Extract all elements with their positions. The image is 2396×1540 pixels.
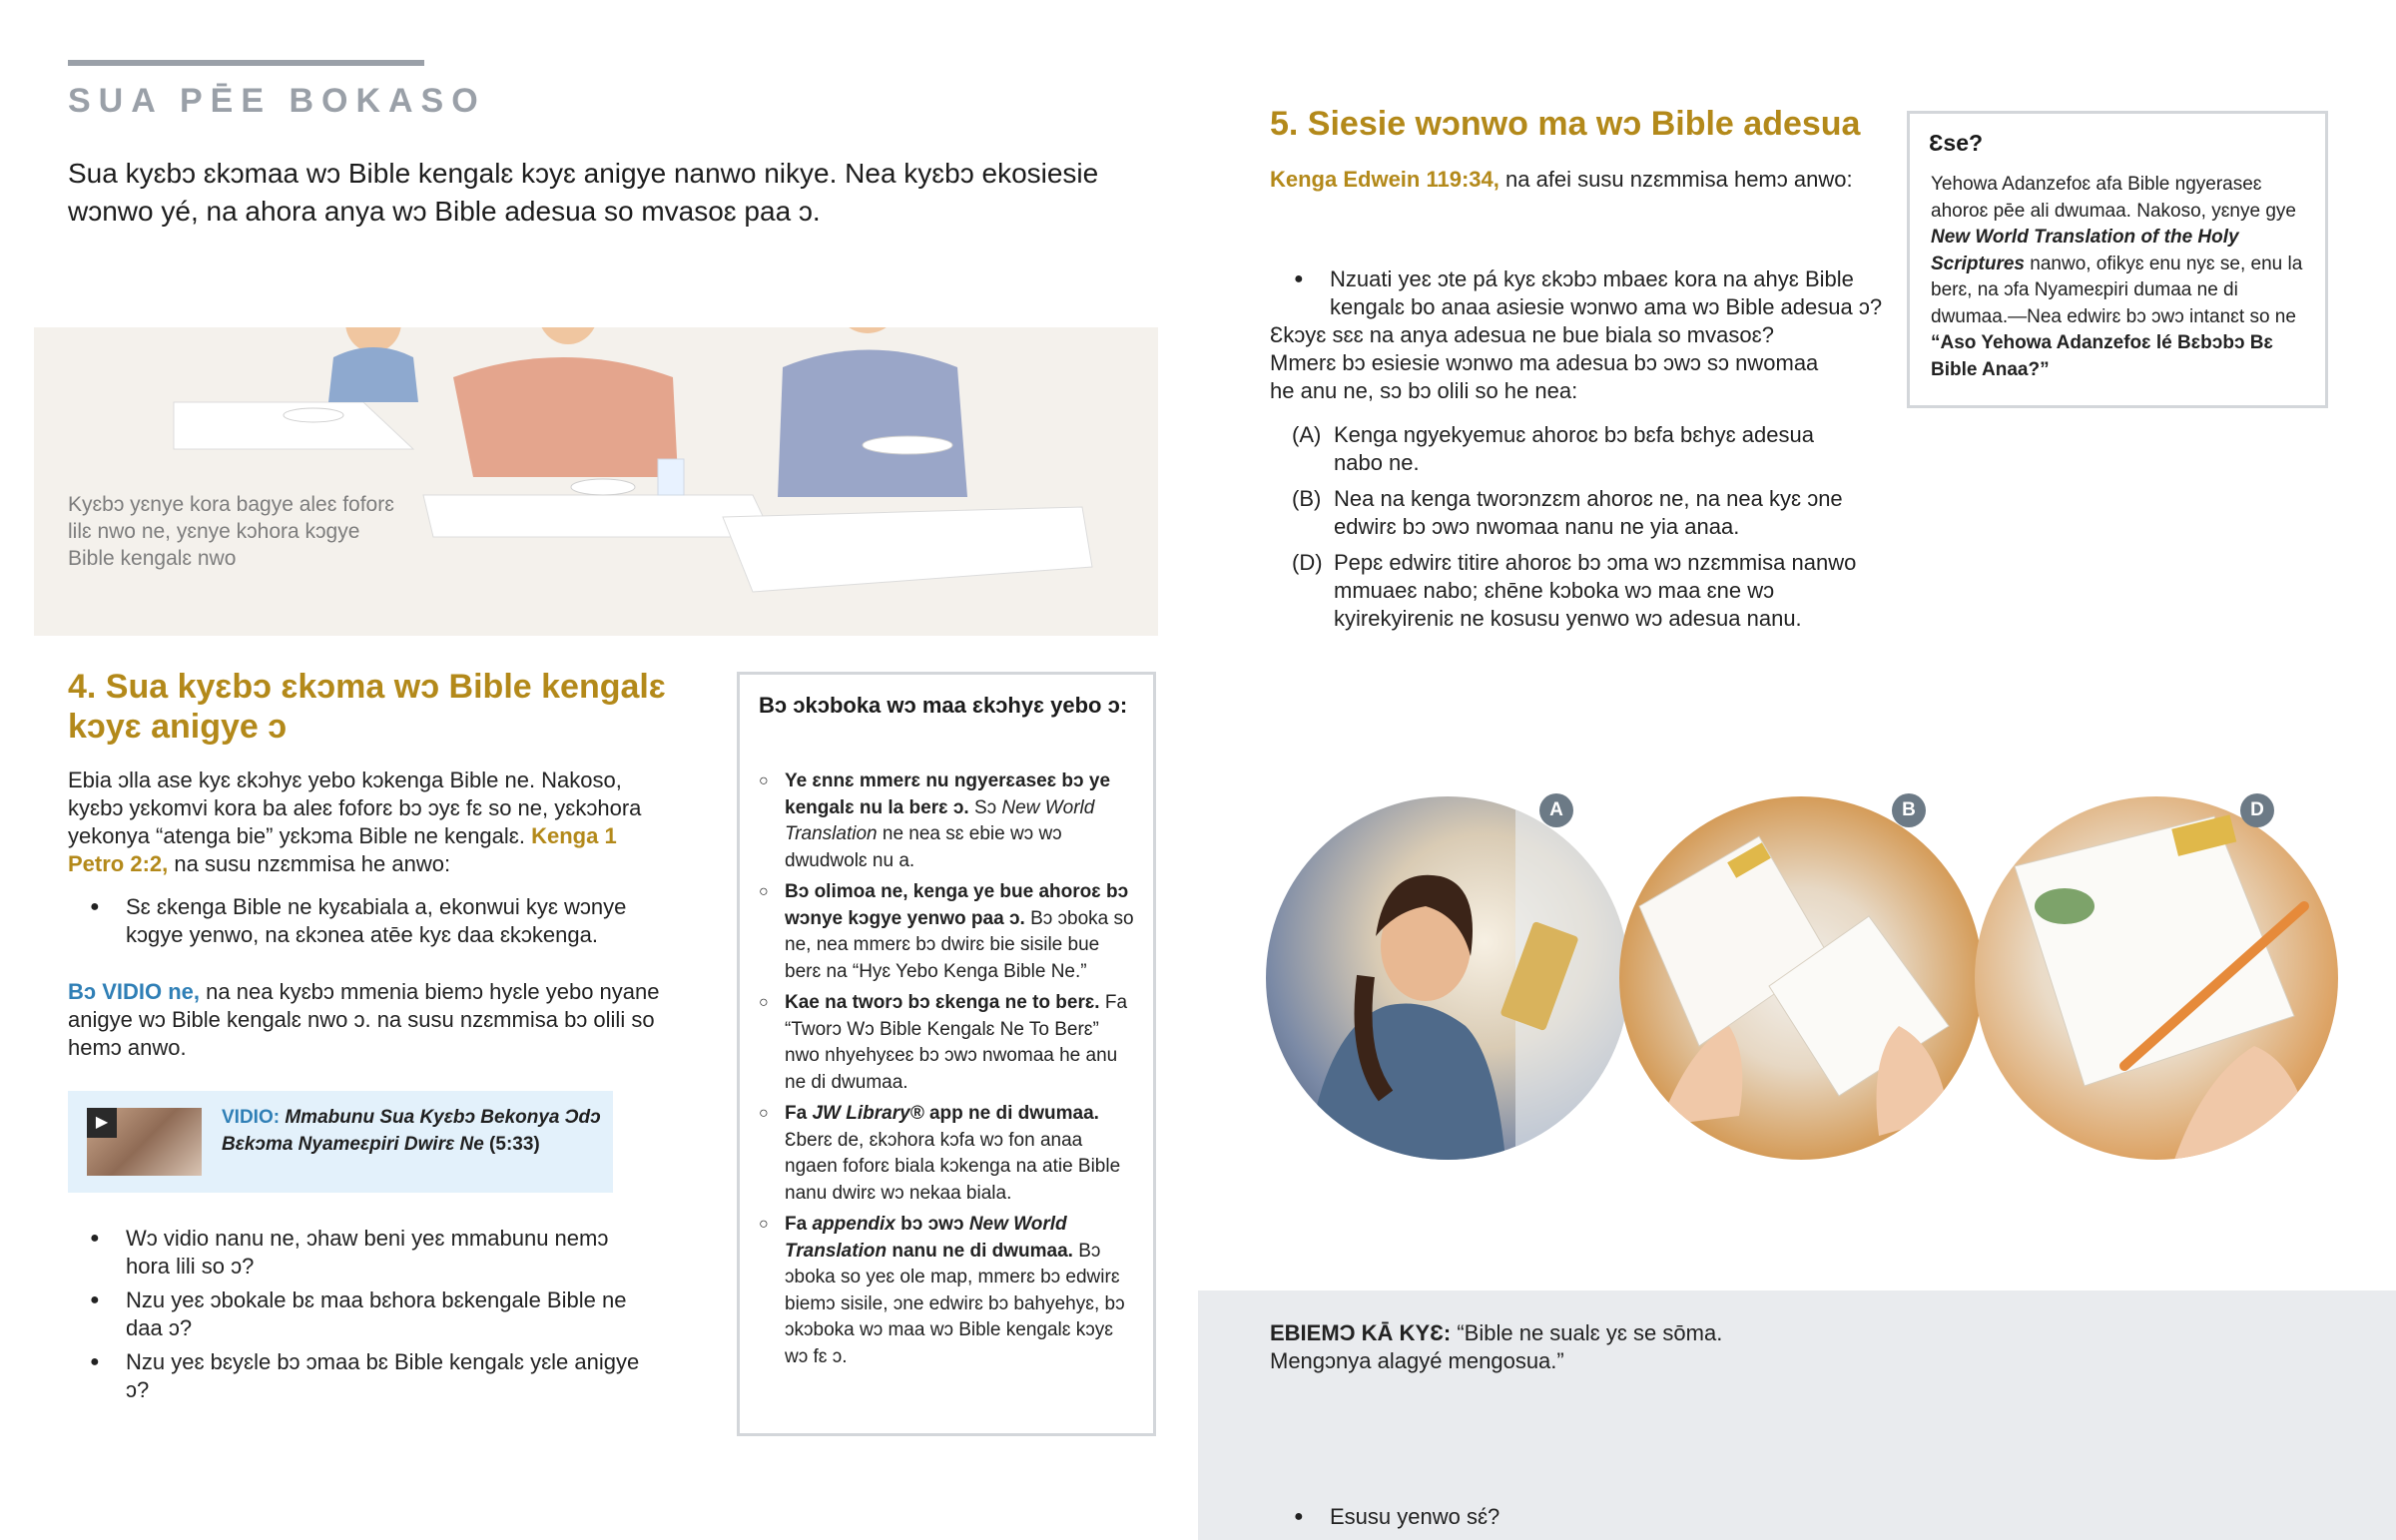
section-4-title: 4. Sua kyɛbɔ ɛkɔma wɔ Bible kengalɛ kɔyɛ anigye ɔ	[68, 668, 666, 746]
section-5-title: 5. Siesie wɔnwo ma wɔ Bible adesua	[1270, 105, 1861, 143]
option-text: Kenga ngyekyemuɛ ahoroɛ bɔ bɛfa bɛhyɛ adesua nabo ne.	[1334, 422, 1814, 475]
tips-box-heading: Bɔ ɔkɔboka wɔ maa ɛkɔhyɛ yebo ɔ:	[759, 693, 1128, 718]
video-duration: (5:33)	[489, 1134, 540, 1155]
section-5-text: na afei susu nzɛmmisa hemɔ anwo:	[1505, 167, 1853, 192]
some-say-quote-text: “Bible ne sualɛ yɛ se sōma. Mengɔnya alagyé mengosua.”	[1270, 1320, 1723, 1373]
badge-a: A	[1539, 793, 1573, 827]
video-questions	[90, 1225, 649, 1410]
eating-illustration	[34, 327, 1158, 636]
illustration-b-art	[1619, 796, 1983, 1160]
tip-text: Ɛberɛ de, ɛkɔhora kɔfa wɔ fon anaa ngaen foforɛ biala kɔkenga na atie Bible nanu dwirɛ wɔ nekaa biala.	[785, 1129, 1121, 1204]
question-item: ● Nzu yeɛ ɔbokale bɛ maa bɛhora bɛkengale Bible ne daa ɔ?	[90, 1286, 649, 1342]
section-4-text-tail: na susu nzɛmmisa he anwo:	[174, 851, 451, 876]
tip-italic: JW Library®	[812, 1103, 924, 1124]
section-4-text: Ebia ɔlla ase kyɛ ɛkɔhyɛ yebo kɔkenga Bible ne. Nakoso, kyɛbɔ yɛkomvi kora ba aleɛ foforɛ bɔ ɔyɛ fɛ so ne, yɛkɔhora yekonya “atenga bie” yɛkɔma Bible ne kengalɛ.	[68, 768, 642, 848]
option-text: Nea na kenga tworɔnzɛm ahoroɛ ne, na nea kyɛ ɔne edwirɛ bɔ ɔwɔ nwomaa nanu ne yia anaa.	[1334, 486, 1843, 539]
tip-item	[759, 990, 1138, 1096]
tip-item	[759, 879, 1138, 985]
study-options	[1292, 421, 1861, 641]
video-title[interactable]	[222, 1104, 601, 1158]
page-title: SUA PĒE BOKASO	[68, 82, 486, 120]
section-4-paragraph-2	[68, 978, 667, 1062]
section-5-paragraph-1	[1270, 166, 1889, 194]
section-5-paragraph-2: Ɛkɔyɛ sɛɛ na anya adesua ne bue biala so mvasoɛ? Mmerɛ bɔ esiesie wɔnwo ma adesua bɔ ɔwɔ sɔ nwomaa he anu ne, sɔ bɔ olili so he nea:	[1270, 322, 1819, 403]
tip-bold: Fa	[785, 1214, 808, 1235]
tip-bold: Ye ɛnnɛ mmerɛ nu ngyerɛaseɛ bɔ ye kengalɛ nu la berɛ ɔ.	[785, 770, 1111, 818]
tip-text: Fa “Tworɔ Wɔ Bible Kengalɛ Ne To Berɛ” nwo nhyehyɛeɛ bɔ ɔwɔ nwomaa he anu ne di dwumaa.	[785, 992, 1128, 1093]
video-link[interactable]: Bɔ VIDIO ne,	[68, 979, 201, 1004]
tip-item	[759, 1101, 1138, 1207]
option-label: (A)	[1292, 422, 1322, 447]
tip-item	[759, 769, 1138, 874]
tip-bold: Kae na tworɔ bɔ ɛkenga ne to berɛ.	[785, 992, 1100, 1013]
intro-text: Sua kyɛbɔ ɛkɔmaa wɔ Bible kengalɛ kɔyɛ anigye nanwo nikye. Nea kyɛbɔ ekosiesie wɔnwo yé, na ahora anya wɔ Bible adesua so mvasoɛ paa ɔ.	[68, 158, 1099, 227]
some-say-question: ● Esusu yenwo sɛ́?	[1294, 1503, 1829, 1531]
illustration-a	[1266, 796, 1629, 1160]
scripture-link-edwein[interactable]: Kenga Edwein 119:34,	[1270, 167, 1499, 192]
play-icon[interactable]: ▶	[87, 1108, 117, 1138]
tip-bold: app ne di dwumaa.	[928, 1103, 1099, 1124]
ese-box-title: Ɛse?	[1929, 130, 1984, 156]
tip-bold: Fa	[785, 1103, 808, 1124]
illustration-b	[1619, 796, 1983, 1160]
section-4-paragraph-2-text: na nea kyɛbɔ mmenia biemɔ hyɛle yebo nyane anigye wɔ Bible kengalɛ nwo ɔ. na susu nzɛmmisa bɔ olili so hemɔ anwo.	[68, 979, 660, 1060]
illustration-d-art	[1975, 796, 2338, 1160]
badge-b: B	[1892, 793, 1926, 827]
video-label: VIDIO:	[222, 1107, 281, 1128]
tip-text: ne nea sɛ ebie wɔ wɔ dwudwolɛ nu a.	[785, 823, 1062, 871]
ese-article-link[interactable]: “Aso Yehowa Adanzefoɛ lé Bɛbɔbɔ Bɛ Bible Anaa?”	[1931, 332, 2273, 380]
some-say-quote	[1270, 1319, 1829, 1375]
tip-italic: appendix	[812, 1214, 896, 1235]
illustration-a-art	[1266, 796, 1629, 1160]
ese-box-text	[1931, 172, 2310, 383]
some-say-label: EBIEMƆ KĀ KYƐ:	[1270, 1320, 1452, 1345]
option-b	[1292, 485, 1861, 541]
section-4-bullet: ● Sɛ ɛkenga Bible ne kyɛabiala a, ekonwui kyɛ wɔnye kɔgye yenwo, na ɛkɔnea atēe kyɛ daa ɛkɔkenga.	[90, 893, 685, 949]
tip-text: Bɔ ɔboka so yeɛ ole map, mmerɛ bɔ edwirɛ biemɔ sisile, ɔne edwirɛ bɔ bahyehyɛ, bɔ ɔkɔboka wɔ maa wɔ Bible kengalɛ kɔyɛ wɔ fɛ ɔ.	[785, 1240, 1125, 1367]
tip-item	[759, 1212, 1138, 1370]
option-text: Pepɛ edwirɛ titire ahoroɛ bɔ ɔma wɔ nzɛmmisa nanwo mmuaeɛ nabo; ɛhēne kɔboka wɔ maa ɛne wɔ kyirekyireniɛ ne kosusu yenwo wɔ adesua nanu.	[1334, 550, 1857, 631]
tip-bold: nanu ne di dwumaa.	[892, 1240, 1073, 1262]
illustration-d	[1975, 796, 2338, 1160]
option-d	[1292, 549, 1861, 633]
section-5-bullet: ● Nzuati yeɛ ɔte pá kyɛ ɛkɔbɔ mbaeɛ kora na ahyɛ Bible kengalɛ bo anaa asiesie wɔnwo ama wɔ Bible adesua ɔ?	[1294, 265, 1889, 321]
question-item: ● Nzu yeɛ bɛyɛle bɔ ɔmaa bɛ Bible kengalɛ yɛle anigye ɔ?	[90, 1348, 649, 1404]
top-rule	[68, 60, 424, 66]
video-name: Mmabunu Sua Kyɛbɔ Bekonya Ɔdɔ Bɛkɔma Nyameɛpiri Dwirɛ Ne	[222, 1107, 601, 1155]
option-label: (D)	[1292, 550, 1323, 575]
ese-italic: New World Translation of the Holy Scriptures	[1931, 227, 2239, 274]
illustration-caption: Kyɛbɔ yɛnye kora bagye aleɛ foforɛ lilɛ nwo ne, yɛnye kɔhora kɔgye Bible kengalɛ nwo	[68, 493, 394, 570]
tip-italic: New World Translation	[785, 1214, 1067, 1262]
eating-illustration-art	[34, 327, 1158, 636]
ese-text: nanwo, ofikyɛ enu nyɛ se, enu la berɛ, na ɔfa Nyameɛpiri dumaa ne di dwumaa.—Nea edwirɛ bɔ ɔwɔ intanɛt so ne	[1931, 253, 2303, 327]
tip-bold: Bɔ olimoa ne, kenga ye bue ahoroɛ bɔ wɔnye kɔgye yenwo paa ɔ.	[785, 881, 1129, 929]
ese-text: Yehowa Adanzefoɛ afa Bible ngyeraseɛ ahoroɛ pēe ali dwumaa. Nakoso, yɛnye gye	[1931, 174, 2296, 222]
tips-list	[759, 769, 1138, 1375]
tip-bold: bɔ ɔwɔ	[900, 1214, 964, 1235]
option-label: (B)	[1292, 486, 1322, 511]
scripture-link-1-petro[interactable]: Kenga 1 Petro 2:2,	[68, 823, 617, 876]
option-a	[1292, 421, 1861, 477]
question-item: ● Wɔ vidio nanu ne, ɔhaw beni yeɛ mmabunu nemɔ hora lili so ɔ?	[90, 1225, 649, 1281]
tip-text: Bɔ ɔboka so ne, nea mmerɛ bɔ dwirɛ bie sisile bue berɛ na “Hyɛ Yebo Kenga Bible Ne.”	[785, 907, 1134, 982]
tip-text: Sɔ	[973, 796, 997, 818]
badge-d: D	[2240, 793, 2274, 827]
section-4-paragraph-1	[68, 767, 667, 878]
tip-italic: New World Translation	[785, 796, 1095, 844]
